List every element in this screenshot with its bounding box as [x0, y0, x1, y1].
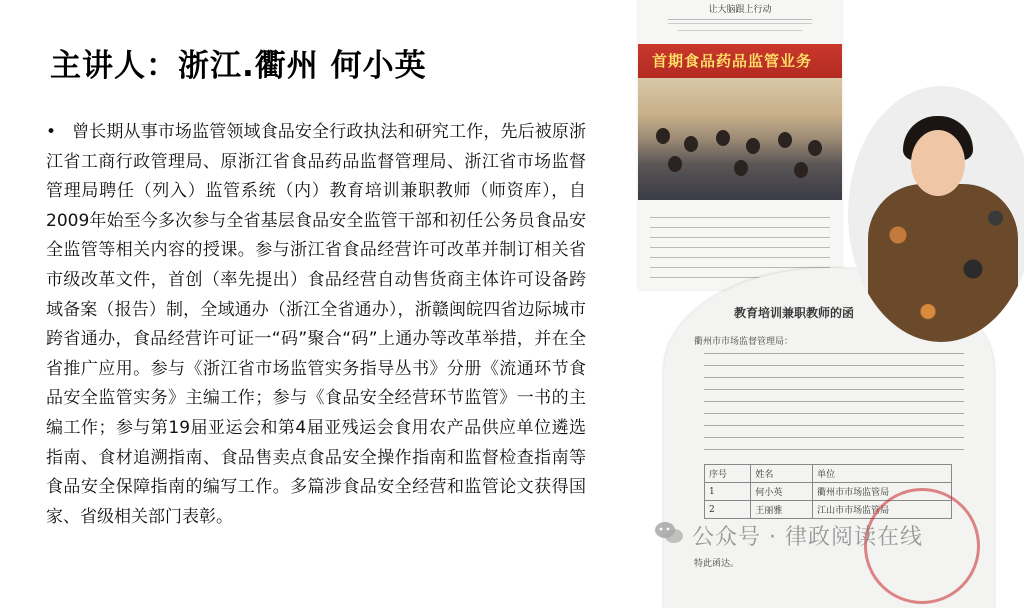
table-header-cell: 单位 [813, 465, 952, 483]
bio-text: 曾长期从事市场监管领域食品安全行政执法和研究工作，先后被原浙江省工商行政管理局、原浙江省食品药品监督管理局、浙江省市场监督管理局聘任（列入）监管系统（内）教育培训兼职教师（师资库），自2009年始至今多次参与全省基层食品安全监管干部和初任公务员食品安全监管等相关内容的授课。参与浙江省食品经营许可改革并制订相关省市级改革文件，首创（率先提出）食品经营自动售货商主体许可设备跨域备案（报告）制，全域通办（浙江全省通办），浙赣闽皖四省边际城市跨省通办，食品经营许可证一“码”聚合“码”上通办等改革举措，并在全省推广应用。参与《浙江省市场监管实务指导丛书》分册《流通环节食品安全监管实务》主编工作；参与《食品安全经营环节监管》一书的主编工作；参与第19届亚运会和第4届亚残运会食用农产品供应单位遴选指南、食材追溯指南、食品售卖点食品安全操作指南和监督检查指南等食品安全保障指南的编写工作。多篇涉食品安全经营和监管论文获得国家、省级相关部门表彰。 [46, 122, 586, 527]
table-cell: 江山市市场监管局 [813, 501, 952, 519]
letter-closing: 特此函达。 [694, 559, 740, 569]
letter-heading: 教育培训兼职教师的函 [734, 306, 855, 320]
speaker-bio [46, 118, 586, 532]
table-header-cell: 姓名 [751, 465, 813, 483]
letter-addressee: 衢州市市场监督管理局： [694, 337, 794, 347]
clipping-subtitle-line [668, 19, 812, 24]
portrait-face [911, 130, 965, 196]
page-title: 主讲人：浙江.衢州 何小英 [50, 48, 427, 84]
meeting-photo [638, 44, 842, 200]
wechat-icon [654, 520, 684, 546]
meeting-banner: 首期食品药品监管业务 [652, 52, 813, 70]
watermark: 公众号 · 律政阅读在线 [692, 525, 923, 550]
clipping-headline: 让大脑跟上行动 [708, 5, 772, 15]
table-cell: 2 [705, 501, 751, 519]
portrait-shirt [868, 184, 1018, 342]
newspaper-clipping [638, 0, 842, 290]
table-cell: 1 [705, 483, 751, 501]
bullet: • [46, 122, 57, 142]
letter-body-text [704, 342, 964, 461]
table-header-row [705, 465, 952, 483]
table-cell: 王丽雅 [751, 501, 813, 519]
table-cell: 衢州市市场监管局 [813, 483, 952, 501]
table-cell: 何小英 [751, 483, 813, 501]
speaker-portrait [848, 86, 1024, 342]
table-header-cell: 序号 [705, 465, 751, 483]
clipping-byline-line [678, 30, 802, 33]
